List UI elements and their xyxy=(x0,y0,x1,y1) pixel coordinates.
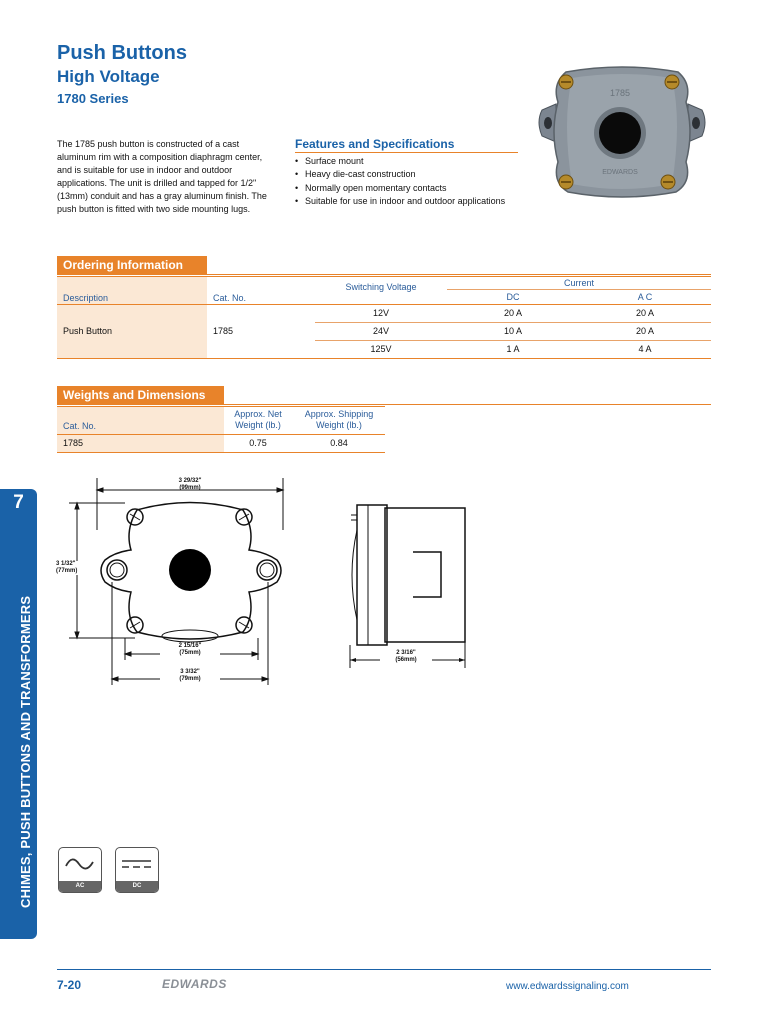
row-voltage: 125V xyxy=(370,344,392,354)
row-ac: 20 A xyxy=(635,308,655,318)
photo-text-top: 1785 xyxy=(609,88,631,98)
page-subtitle: High Voltage xyxy=(57,67,160,86)
ordering-description-cell xyxy=(57,276,207,358)
table-rule xyxy=(57,358,711,359)
feature-item: • Normally open momentary contacts xyxy=(295,182,525,195)
table-rule xyxy=(447,289,711,290)
dim-height xyxy=(56,561,94,575)
row-ac: 20 A xyxy=(635,326,655,336)
feature-item: • Suitable for use in indoor and outdoor applications xyxy=(295,195,525,208)
brand-logo xyxy=(162,977,227,991)
table-rule xyxy=(315,322,711,323)
weights-rule xyxy=(224,404,711,405)
weights-title: Weights and Dimensions xyxy=(57,386,224,405)
dim-mm: (75mm) xyxy=(179,650,201,656)
wt-row-shipping: 0.84 xyxy=(330,438,348,448)
dim-overall-width xyxy=(160,669,220,683)
dim-mm: (77mm) xyxy=(56,568,78,574)
page-number: 7-20 xyxy=(57,978,82,992)
dim-mm: (79mm) xyxy=(179,676,201,682)
chapter-title: CHIMES, PUSH BUTTONS AND TRANSFORMERS xyxy=(18,595,33,908)
table-rule xyxy=(57,434,385,435)
col-current: Current xyxy=(563,278,594,288)
col-dc: DC xyxy=(506,292,520,302)
ac-icon xyxy=(58,847,102,893)
feature-item: • Surface mount xyxy=(295,155,525,168)
features-title: Features and Specifications xyxy=(295,137,455,151)
table-row xyxy=(57,438,385,451)
table-rule xyxy=(57,276,711,277)
table-row xyxy=(315,326,711,339)
footer-rule xyxy=(57,969,711,970)
wt-row-cat-no: 1785 xyxy=(63,438,84,448)
features-rule xyxy=(295,152,518,153)
front-view-drawing xyxy=(55,470,295,690)
website-link[interactable]: www.edwardssignaling.com xyxy=(506,981,629,992)
row-voltage: 24V xyxy=(372,326,389,336)
series-label: 1780 Series xyxy=(57,91,129,106)
ordering-rule xyxy=(207,274,711,275)
table-rule xyxy=(57,452,385,453)
photo-text-bottom: EDWARDS xyxy=(602,169,638,176)
table-row xyxy=(315,344,711,357)
dim-value: 3 1/32" xyxy=(56,561,76,567)
table-rule xyxy=(57,406,385,407)
wt-col-cat-no: Cat. No. xyxy=(63,421,97,431)
table-rule xyxy=(315,340,711,341)
dim-mm: (56mm) xyxy=(395,657,417,663)
feature-item: • Heavy die-cast construction xyxy=(295,168,525,181)
row-dc: 1 A xyxy=(506,344,520,354)
row-ac: 4 A xyxy=(638,344,652,354)
brand-text: EDWARDS xyxy=(162,977,227,991)
col-ac: A C xyxy=(637,292,653,302)
ordering-description: Push Button xyxy=(63,326,113,336)
wt-row-net: 0.75 xyxy=(249,438,267,448)
side-view-drawing xyxy=(345,500,475,670)
row-dc: 20 A xyxy=(503,308,523,318)
chapter-number: 7 xyxy=(13,492,24,513)
dim-inner-width xyxy=(160,643,220,657)
table-row xyxy=(315,308,711,321)
dim-value: 3 29/32" xyxy=(178,478,202,484)
dim-value: 2 3/16" xyxy=(396,650,416,656)
ordering-title: Ordering Information xyxy=(57,256,207,275)
row-dc: 10 A xyxy=(503,326,523,336)
dim-value: 2 15/16" xyxy=(178,643,202,649)
col-switching-voltage: Switching Voltage xyxy=(345,282,417,292)
dc-icon xyxy=(115,847,159,893)
dim-mm: (99mm) xyxy=(179,485,201,491)
intro-paragraph: The 1785 push button is constructed of a cast aluminum rim with a composition diaphragm center, and is suitable for use in indoor and outdoor applications. The unit is drilled and tapped for 1/2" (13mm) conduit and has a gray aluminum finish. The push button is fitted with two side mounting lugs. xyxy=(57,139,267,214)
dim-top-width xyxy=(160,478,220,492)
features-list xyxy=(295,155,525,208)
product-photo xyxy=(536,62,708,202)
col-description: Description xyxy=(63,293,109,303)
row-voltage: 12V xyxy=(372,308,389,318)
dim-depth xyxy=(380,650,432,664)
wt-col-shipping: Approx. Shipping Weight (lb.) xyxy=(304,409,374,430)
dim-value: 3 3/32" xyxy=(180,669,200,675)
dc-label: DC xyxy=(116,881,158,892)
table-rule xyxy=(57,304,711,305)
wt-col-net: Approx. Net Weight (lb.) xyxy=(234,409,282,430)
ordering-cat-no: 1785 xyxy=(213,326,234,336)
page-title: Push Buttons xyxy=(57,42,187,64)
ac-label: AC xyxy=(59,881,101,892)
col-cat-no: Cat. No. xyxy=(213,293,247,303)
